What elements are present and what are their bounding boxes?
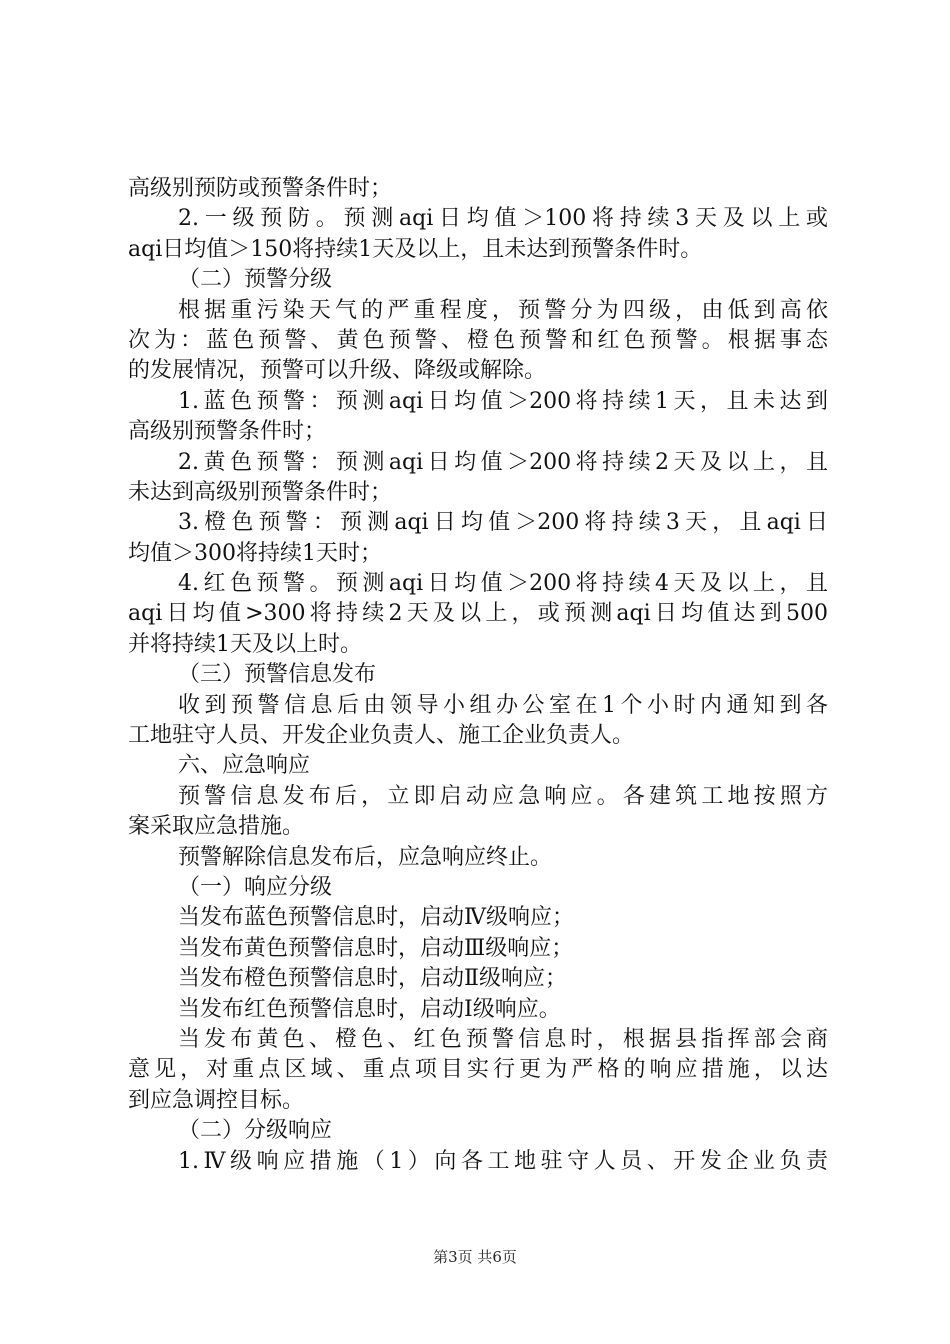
text-line: 当发布红色预警信息时，启动Ⅰ级响应。 — [178, 996, 561, 1022]
text-line: 当发布橙色预警信息时，启动Ⅱ级响应； — [178, 966, 567, 992]
text-line: 高级别预防或预警条件时； — [128, 176, 393, 201]
text-line: 1.蓝色预警：预测aqi日均值＞200将持续1天，且未达到 — [178, 388, 828, 414]
text-line: 意见，对重点区域、重点项目实行更为严格的响应措施，以达 — [128, 1057, 828, 1083]
text-line: 3.橙色预警：预测aqi日均值＞200将持续3天，且aqi日 — [178, 510, 828, 536]
text-line: 4.红色预警。预测aqi日均值＞200将持续4天及以上，且 — [178, 571, 828, 597]
text-line: 收到预警信息后由领导小组办公室在1个小时内通知到各 — [178, 692, 828, 718]
text-line: 当发布黄色、橙色、红色预警信息时，根据县指挥部会商 — [178, 1026, 828, 1052]
text-line: 的发展情况，预警可以升级、降级或解除。 — [128, 358, 547, 384]
text-line: 案采取应急措施。 — [128, 814, 305, 840]
text-line: （一）响应分级 — [178, 874, 333, 900]
page-footer — [0, 1246, 950, 1267]
text-line: 六、应急响应 — [178, 753, 311, 779]
page-number-label: 第3页 共6页 — [433, 1248, 517, 1266]
text-line: aqi日均值>300将持续2天及以上，或预测aqi日均值达到500 — [128, 601, 828, 627]
text-line: 根据重污染天气的严重程度，预警分为四级，由低到高依 — [178, 297, 828, 323]
text-line: aqi日均值＞150将持续1天及以上，且未达到预警条件时。 — [128, 236, 703, 262]
text-line: 当发布蓝色预警信息时，启动Ⅳ级响应； — [178, 905, 574, 931]
text-line: 2.黄色预警：预测aqi日均值＞200将持续2天及以上，且 — [178, 449, 828, 475]
text-line: 预警解除信息发布后，应急响应终止。 — [178, 844, 553, 870]
text-line: （三）预警信息发布 — [178, 662, 377, 688]
text-line: 均值＞300将持续1天时； — [128, 540, 382, 566]
text-line: （二）预警分级 — [178, 267, 333, 293]
text-line: 并将持续1天及以上时。 — [128, 631, 362, 657]
text-line: 未达到高级别预警条件时； — [128, 479, 393, 505]
text-line: 次为：蓝色预警、黄色预警、橙色预警和红色预警。根据事态 — [128, 327, 828, 353]
text-line: 预警信息发布后，立即启动应急响应。各建筑工地按照方 — [178, 783, 828, 809]
text-line: 到应急调控目标。 — [128, 1087, 305, 1113]
text-line: （二）分级响应 — [178, 1118, 333, 1144]
text-line: 当发布黄色预警信息时，启动Ⅲ级响应； — [178, 935, 574, 961]
document-body — [128, 174, 828, 1177]
text-line: 工地驻守人员、开发企业负责人、施工企业负责人。 — [128, 723, 635, 749]
text-line: 高级别预警条件时； — [128, 419, 327, 445]
text-line: 1.Ⅳ级响应措施（1）向各工地驻守人员、开发企业负责 — [178, 1148, 828, 1174]
text-line: 2.一级预防。预测aqi日均值＞100将持续3天及以上或 — [178, 206, 828, 232]
